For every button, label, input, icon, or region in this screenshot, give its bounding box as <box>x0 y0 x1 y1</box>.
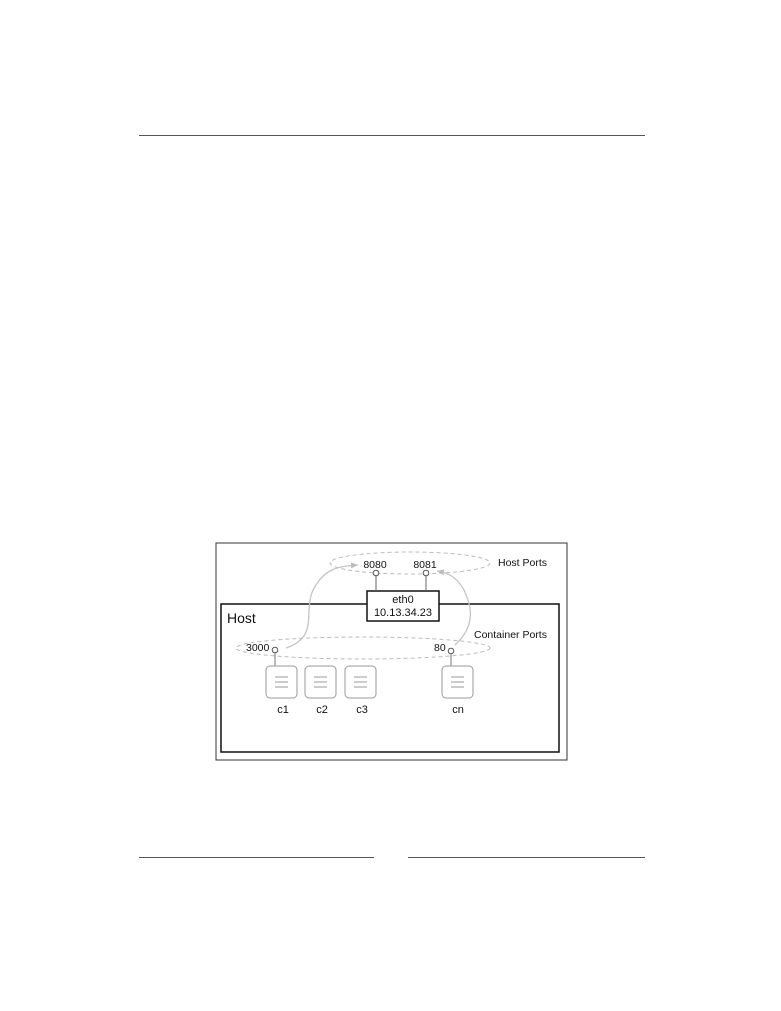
container-c3-label: c3 <box>356 704 368 716</box>
host-port-8081-label: 8081 <box>413 559 437 571</box>
container-c2-label: c2 <box>316 704 328 716</box>
host-label: Host <box>227 610 256 626</box>
host-port-8081-connector <box>423 570 429 576</box>
interface-name: eth0 <box>392 594 414 606</box>
host-port-8080-connector <box>373 570 379 576</box>
container-c1-label: c1 <box>277 704 289 716</box>
host-ports-label: Host Ports <box>498 557 548 569</box>
host-port-8080-label: 8080 <box>363 559 387 571</box>
container-port-80-label: 80 <box>434 642 446 654</box>
container-port-3000-label: 3000 <box>246 642 270 654</box>
interface-ip: 10.13.34.23 <box>373 607 433 619</box>
container-ports-label: Container Ports <box>474 629 547 641</box>
container-port-80-connector <box>448 648 454 654</box>
container-port-3000-connector <box>272 647 278 653</box>
container-cn-label: cn <box>452 704 464 716</box>
